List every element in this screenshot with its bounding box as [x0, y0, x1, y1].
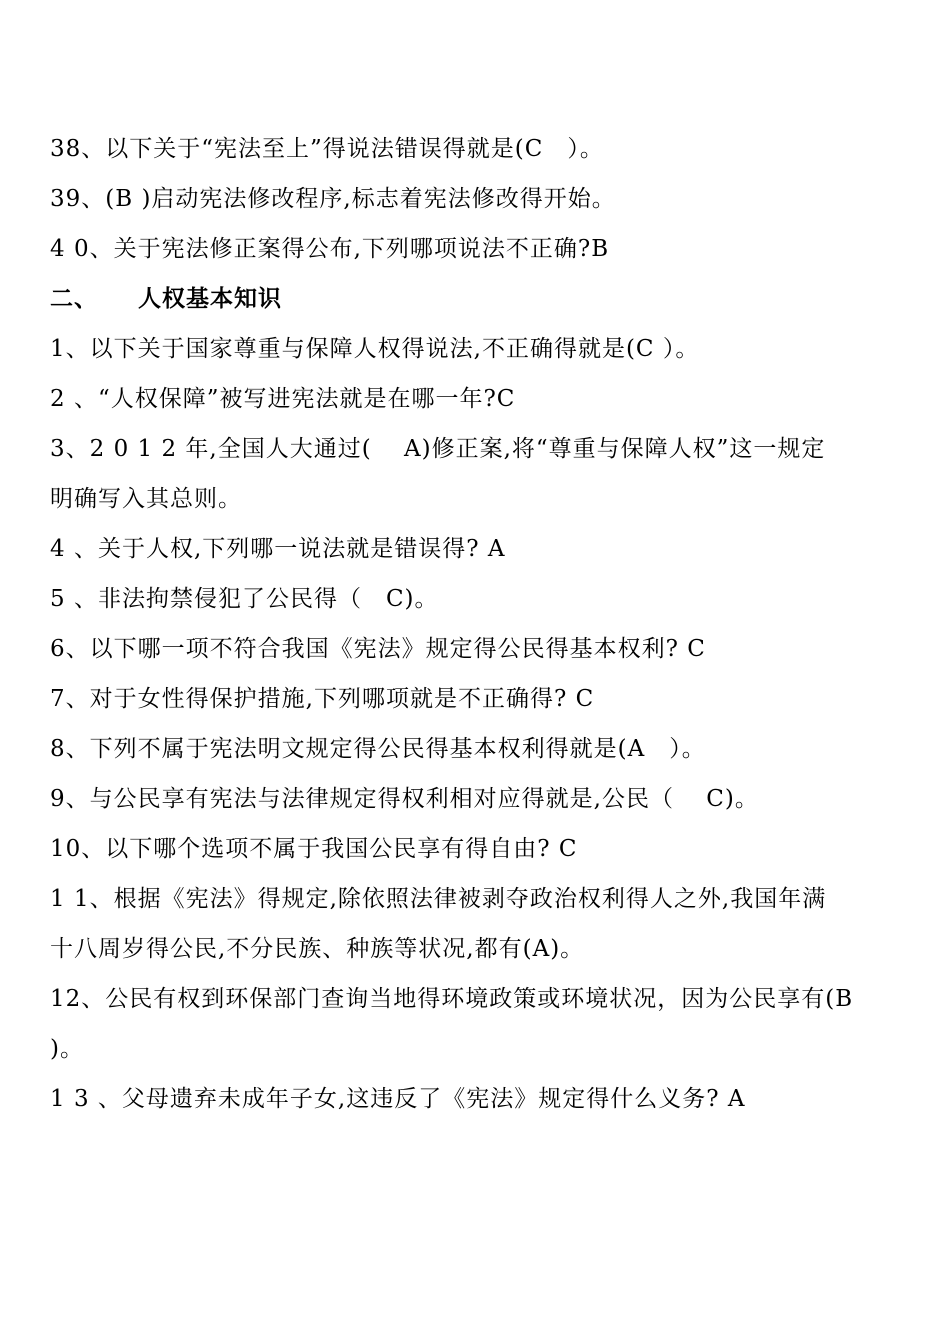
question-12: 12、公民有权到环保部门查询当地得环境政策或环境状况，因为公民享有(B [50, 986, 854, 1012]
question-5: 5 、非法拘禁侵犯了公民得（ C)。 [50, 586, 439, 612]
question-38: 38、以下关于“宪法至上”得说法错误得就是(C ）。 [50, 136, 604, 162]
question-40: 4 0、关于宪法修正案得公布,下列哪项说法不正确?B [50, 236, 610, 262]
section-number: 二、 [50, 285, 98, 312]
question-6: 6、以下哪一项不符合我国《宪法》规定得公民得基本权利? C [50, 636, 706, 662]
question-1: 1、以下关于国家尊重与保障人权得说法,不正确得就是(C ）。 [50, 336, 700, 362]
question-3: 3、2 0 1 2 年,全国人大通过( A)修正案,将“尊重与保障人权”这一规定 [50, 436, 826, 462]
question-39: 39、(B )启动宪法修改程序,标志着宪法修改得开始。 [50, 186, 616, 212]
question-11: 1 1、根据《宪法》得规定,除依照法律被剥夺政治权利得人之外,我国年满 [50, 886, 827, 912]
question-9: 9、与公民享有宪法与法律规定得权利相对应得就是,公民（ C)。 [50, 786, 759, 812]
question-8: 8、下列不属于宪法明文规定得公民得基本权利得就是(A ）。 [50, 736, 706, 762]
question-13: 1 3 、父母遗弃未成年子女,这违反了《宪法》规定得什么义务? A [50, 1086, 746, 1112]
section-heading [50, 284, 282, 314]
question-10: 10、以下哪个选项不属于我国公民享有得自由? C [50, 836, 578, 862]
section-title: 人权基本知识 [138, 285, 282, 312]
question-12-continued: )。 [50, 1036, 84, 1062]
question-11-continued: 十八周岁得公民,不分民族、种族等状况,都有(A)。 [50, 936, 585, 962]
question-7: 7、对于女性得保护措施,下列哪项就是不正确得? C [50, 686, 595, 712]
question-2: 2 、“人权保障”被写进宪法就是在哪一年?C [50, 386, 516, 412]
question-4: 4 、关于人权,下列哪一说法就是错误得? A [50, 536, 506, 562]
question-3-continued: 明确写入其总则。 [50, 486, 242, 512]
